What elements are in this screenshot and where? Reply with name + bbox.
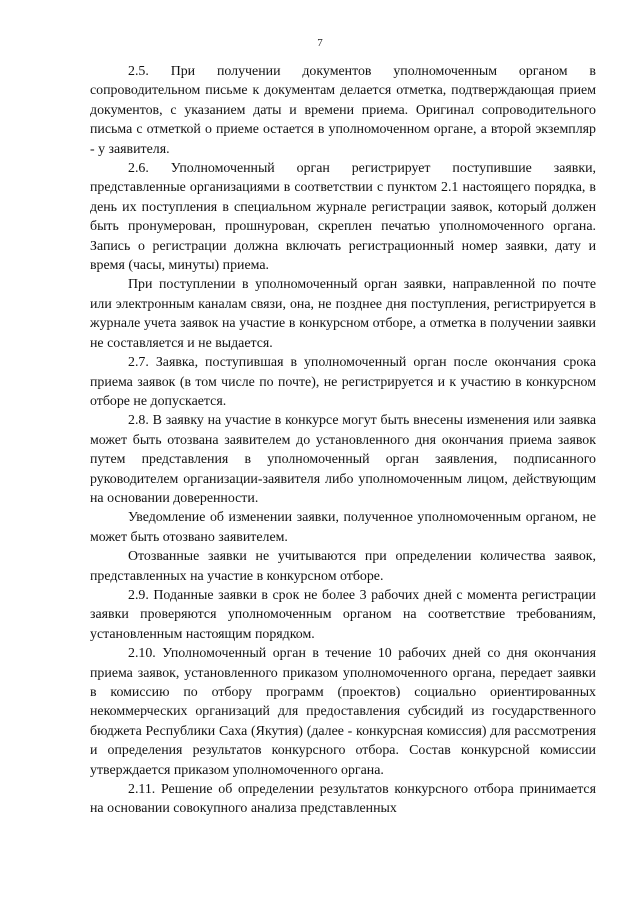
- paragraph-2-9: 2.9. Поданные заявки в срок не более 3 рабочих дней с момента регистрации заявки проверяются уполномоченным органом на соответствие требованиям, установленным настоящим порядком.: [90, 587, 596, 642]
- paragraph-2-5: 2.5. При получении документов уполномоченным органом в сопроводительном письме к документам делается отметка, подтверждающая прием документов, с указанием даты и времени приема. Оригинал сопроводительного письма с отметкой о приеме остается в уполномоченном органе, а второй экземпляр - у заявителя.: [90, 64, 596, 157]
- paragraph-2-11: 2.11. Решение об определении результатов конкурсного отбора принимается на основании совокупного анализа представленных: [90, 782, 596, 817]
- paragraph-2-6-mail: При поступлении в уполномоченный орган заявки, направленной по почте или электронным каналам связи, она, не позднее дня поступления, регистрируется в журнале учета заявок на участие в конкурсном отборе, а отметка в получении заявки не составляется и не выдается.: [90, 277, 596, 351]
- page-number: 7: [317, 37, 323, 49]
- document-body: [90, 62, 596, 819]
- paragraph-2-8-notice: Уведомление об изменении заявки, полученное уполномоченным органом, не может быть отозвано заявителем.: [90, 510, 596, 545]
- paragraph-2-8-withdrawn: Отозванные заявки не учитываются при определении количества заявок, представленных на участие в конкурсном отборе.: [90, 549, 596, 584]
- paragraph-2-8: 2.8. В заявку на участие в конкурсе могут быть внесены изменения или заявка может быть отозвана заявителем до установленного дня окончания приема заявок путем представления в уполномоченный орган заявления, подписанного руководителем организации-заявителя либо уполномоченным лицом, действующим на основании доверенности.: [90, 413, 596, 506]
- paragraph-2-7: 2.7. Заявка, поступившая в уполномоченный орган после окончания срока приема заявок (в том числе по почте), не регистрируется и к участию в конкурсном отборе не допускается.: [90, 355, 596, 409]
- paragraph-2-10: 2.10. Уполномоченный орган в течение 10 рабочих дней со дня окончания приема заявок, установленного приказом уполномоченного органа, передает заявки в комиссию по отбору программ (проектов) социально ориентированных некоммерческих организаций для предоставления субсидий из государственного бюджета Республики Саха (Якутия) (далее - конкурсная комиссия) для рассмотрения и определения результатов конкурсного отбора. Состав конкурсной комиссии утверждается приказом уполномоченного органа.: [90, 646, 596, 778]
- paragraph-2-6: 2.6. Уполномоченный орган регистрирует поступившие заявки, представленные организациями в соответствии с пунктом 2.1 настоящего порядка, в день их поступления в специальном журнале регистрации заявок, который должен быть пронумерован, прошнурован, скреплен печатью уполномоченного органа. Запись о регистрации должна включать регистрационный номер заявки, дату и время (часы, минуты) приема.: [90, 161, 596, 274]
